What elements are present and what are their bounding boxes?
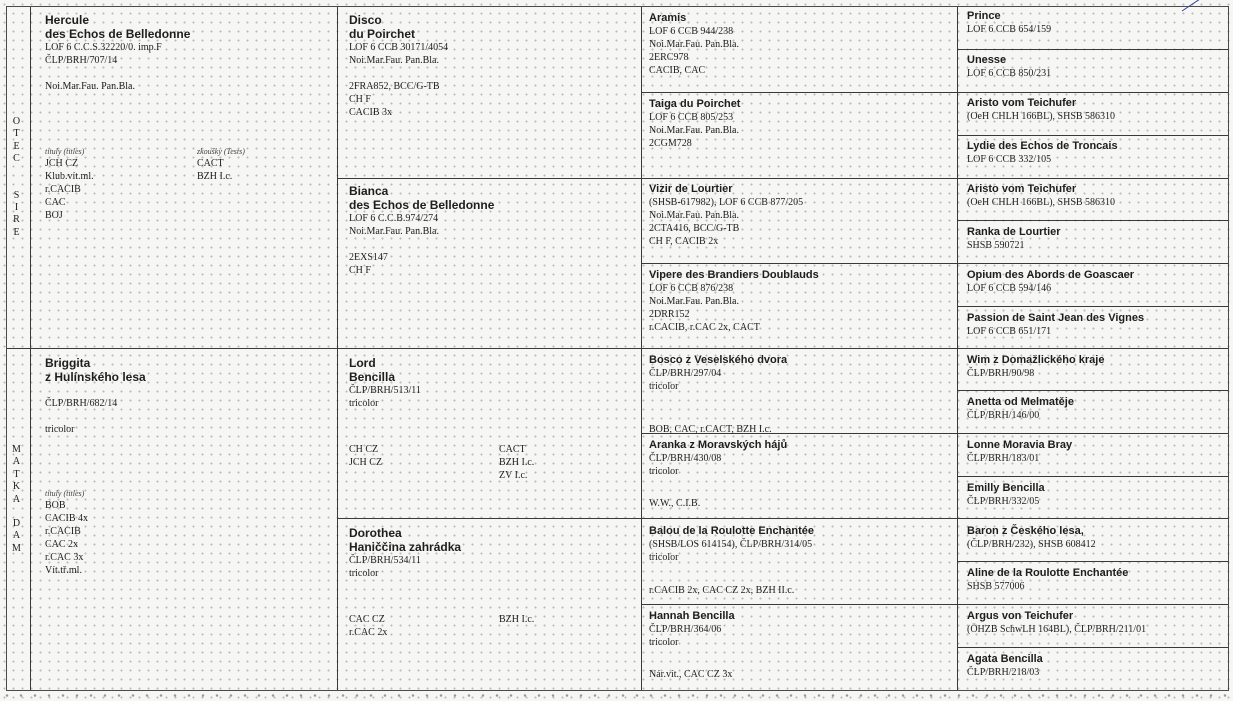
gen4-cell xyxy=(967,10,1051,36)
title-item: JCH CZ xyxy=(45,158,79,169)
sire-tests xyxy=(197,146,245,183)
ancestor-line: (SHSB-617982), LOF 6 CCB 877/205 xyxy=(649,197,804,208)
ancestor-line: LOF 6 CCB 651/171 xyxy=(967,326,1052,337)
gen3-cell xyxy=(649,354,787,436)
dam-side-label: M A T K A D A M xyxy=(12,444,22,554)
title-item: Klub.vít.ml. xyxy=(45,171,94,182)
title-item: r.CAC 3x xyxy=(45,552,84,563)
ancestor-name: Emilly Bencilla xyxy=(967,482,1045,494)
ancestor-line: ČLP/BRH/297/04 xyxy=(649,368,722,379)
ancestor-line: 2FRA852, BCC/G-TB xyxy=(349,81,440,92)
sire-name: Hercule xyxy=(45,13,90,27)
ancestor-line: LOF 6 CCB 654/159 xyxy=(967,24,1052,35)
gen4-cell xyxy=(967,525,1096,551)
ancestor-name: Lord xyxy=(349,356,376,370)
ancestor-line: tricolor xyxy=(349,398,379,409)
tests-heading: zkoušky (Tests) xyxy=(197,147,245,156)
ancestor-line: 2CGM728 xyxy=(649,138,692,149)
ancestor-name: du Poirchet xyxy=(349,27,416,41)
gen4-cell xyxy=(967,567,1128,593)
gen2-cell xyxy=(349,184,494,277)
gen3-cell xyxy=(649,98,740,150)
ancestor-line: ČLP/BRH/364/06 xyxy=(649,624,722,635)
dam-line xyxy=(45,384,146,397)
ancestor-name: Lydie des Echos de Troncais xyxy=(967,140,1118,152)
ancestor-name: Dorothea xyxy=(349,526,402,540)
title-item: r.CACIB xyxy=(45,184,81,195)
ancestor-name: Haniččina zahrádka xyxy=(349,540,462,554)
titles-heading: tituly (titles) xyxy=(45,489,85,498)
ancestor-line: JCH CZ xyxy=(349,457,383,468)
gen3-cell xyxy=(649,269,819,334)
sire-line: Noi.Mar.Fau. Pan.Bla. xyxy=(45,81,135,92)
ancestor-line: ČLP/BRH/430/08 xyxy=(649,453,722,464)
divider xyxy=(7,348,1228,349)
ancestor-name: Agata Bencilla xyxy=(967,653,1043,665)
ancestor-line: LOF 6 C.C.B.974/274 xyxy=(349,213,439,224)
gen4-cell xyxy=(967,439,1072,465)
ancestor-line: 2ERC978 xyxy=(649,52,689,63)
divider xyxy=(957,306,1228,307)
sire-line: ČLP/BRH/707/14 xyxy=(45,55,118,66)
ancestor-line: BZH I.c. xyxy=(499,457,535,468)
ancestor-line xyxy=(349,410,421,423)
gen4-cell xyxy=(967,482,1045,508)
ancestor-line: BOB, CAC, r.CACT, BZH I.c. xyxy=(649,424,772,435)
divider xyxy=(957,220,1228,221)
ancestor-name: Bosco z Veselského dvora xyxy=(649,354,788,366)
ancestor-line: BZH I.c. xyxy=(499,614,535,625)
ancestor-line: CH F xyxy=(349,265,371,276)
ancestor-line: ČLP/BRH/90/98 xyxy=(967,368,1035,379)
gen4-cell xyxy=(967,140,1118,166)
ancestor-line xyxy=(349,580,461,593)
ancestor-line: (OeH CHLH 166BL), SHSB 586310 xyxy=(967,197,1116,208)
title-item: Vít.tř.ml. xyxy=(45,565,82,576)
ancestor-line: CAC CZ xyxy=(349,614,385,625)
gen3-cell xyxy=(649,610,735,681)
ancestor-line: ČLP/BRH/183/01 xyxy=(967,453,1040,464)
ancestor-line: W.W., C.I.B. xyxy=(649,498,701,509)
title-item: BOJ xyxy=(45,210,63,221)
ancestor-line: r.CACIB 2x, CAC CZ 2x, BZH II.c. xyxy=(649,585,795,596)
dam-line: tricolor xyxy=(45,424,75,435)
gen4-cell xyxy=(967,610,1146,636)
gen2-cell xyxy=(349,13,448,119)
gen4-cell xyxy=(967,312,1144,338)
ancestor-line: r.CAC 2x xyxy=(349,627,388,638)
ancestor-line: Noi.Mar.Fau. Pan.Bla. xyxy=(649,210,739,221)
ancestor-line: Noi.Mar.Fau. Pan.Bla. xyxy=(649,39,739,50)
gen2-right-col xyxy=(499,613,534,626)
ancestor-name: Aranka z Moravských hájů xyxy=(649,439,788,451)
ancestor-name: Unesse xyxy=(967,54,1007,66)
ancestor-line: CACIB, CAC xyxy=(649,65,706,76)
ancestor-line: CACT xyxy=(499,444,526,455)
ancestor-line: ČLP/BRH/534/11 xyxy=(349,555,421,566)
divider xyxy=(641,92,1228,93)
ancestor-line xyxy=(349,593,461,613)
ancestor-line: CACIB 3x xyxy=(349,107,393,118)
dam-line: ČLP/BRH/682/14 xyxy=(45,398,118,409)
ancestor-line xyxy=(649,393,787,423)
title-item: CACIB 4x xyxy=(45,513,89,524)
ancestor-line: LOF 6 CCB 850/231 xyxy=(967,68,1052,79)
gen2-cell xyxy=(349,356,421,469)
ancestor-name: Aristo vom Teichufer xyxy=(967,183,1077,195)
ancestor-name: Bianca xyxy=(349,184,389,198)
gen4-cell xyxy=(967,226,1061,252)
ancestor-line: (SHSB/LOS 614154), ČLP/BRH/314/05 xyxy=(649,539,813,550)
titles-heading: tituly (titles) xyxy=(45,147,85,156)
ancestor-line xyxy=(349,238,494,251)
gen4-cell xyxy=(967,97,1115,123)
gen4-cell xyxy=(967,54,1051,80)
ancestor-line: CH CZ xyxy=(349,444,379,455)
ancestor-line: 2CTA416, BCC/G-TB xyxy=(649,223,740,234)
gen3-cell xyxy=(649,525,814,597)
ancestor-line: LOF 6 CCB 30171/4054 xyxy=(349,42,449,53)
sire-name: des Echos de Belledonne xyxy=(45,27,191,41)
ancestor-line: r.CACIB, r.CAC 2x, CACT xyxy=(649,322,760,333)
ancestor-line: ZV I.c. xyxy=(499,470,528,481)
divider xyxy=(957,390,1228,391)
ancestor-line: (ÖHZB SchwLH 164BL), ČLP/BRH/211/01 xyxy=(967,624,1147,635)
divider xyxy=(337,518,1228,519)
ancestor-line: tricolor xyxy=(649,552,679,563)
ancestor-name: des Echos de Belledonne xyxy=(349,198,495,212)
divider xyxy=(957,561,1228,562)
ancestor-name: Lonne Moravia Bray xyxy=(967,439,1073,451)
ancestor-line: 2DRR152 xyxy=(649,309,690,320)
ancestor-line: LOF 6 CCB 944/238 xyxy=(649,26,734,37)
ancestor-name: Aline de la Roulotte Enchantée xyxy=(967,567,1129,579)
ancestor-line: tricolor xyxy=(349,568,379,579)
ancestor-name: Opium des Abords de Goascaer xyxy=(967,269,1135,281)
ancestor-name: Baron z Českého lesa, xyxy=(967,525,1084,537)
ancestor-name: Passion de Saint Jean des Vignes xyxy=(967,312,1145,324)
ancestor-line: LOF 6 CCB 805/253 xyxy=(649,112,734,123)
gen2-right-col xyxy=(499,443,534,482)
ancestor-name: Anetta od Melmatěje xyxy=(967,396,1074,408)
ancestor-name: Balou de la Roulotte Enchantée xyxy=(649,525,815,537)
dam-cell xyxy=(45,356,146,436)
ancestor-line: CH F xyxy=(349,94,371,105)
gen3-cell xyxy=(649,439,787,510)
ancestor-line: tricolor xyxy=(649,381,679,392)
dam-titles xyxy=(45,488,88,577)
ancestor-line: (ČLP/BRH/232), SHSB 608412 xyxy=(967,539,1096,550)
test-item: CACT xyxy=(197,158,224,169)
sire-line xyxy=(45,67,190,80)
test-item: BZH I.c. xyxy=(197,171,233,182)
ancestor-line xyxy=(349,423,421,443)
divider xyxy=(957,647,1228,648)
title-item: CAC 2x xyxy=(45,539,79,550)
ancestor-name: Vipere des Brandiers Doublauds xyxy=(649,269,819,281)
ancestor-line: Noi.Mar.Fau. Pan.Bla. xyxy=(349,55,439,66)
ancestor-line xyxy=(649,649,735,668)
dam-name: z Hulínského lesa xyxy=(45,370,146,384)
gen2-cell xyxy=(349,526,461,639)
divider xyxy=(957,135,1228,136)
ancestor-line: (OeH CHLH 166BL), SHSB 586310 xyxy=(967,111,1116,122)
ancestor-line: Nár.vít., CAC CZ 3x xyxy=(649,669,733,680)
divider xyxy=(337,178,1228,179)
divider xyxy=(957,476,1228,477)
ancestor-name: Ranka de Lourtier xyxy=(967,226,1061,238)
ancestor-line xyxy=(649,478,787,497)
gen4-cell xyxy=(967,396,1074,422)
ancestor-line: ČLP/BRH/332/05 xyxy=(967,496,1040,507)
ancestor-name: Bencilla xyxy=(349,370,396,384)
ancestor-name: Wim z Domažlického kraje xyxy=(967,354,1105,366)
gen4-cell xyxy=(967,183,1115,209)
ancestor-name: Aramis xyxy=(649,12,687,24)
title-item: CAC xyxy=(45,197,66,208)
ancestor-name: Vizir de Lourtier xyxy=(649,183,733,195)
sire-titles xyxy=(45,146,94,222)
ancestor-line: ČLP/BRH/513/11 xyxy=(349,385,421,396)
dam-name: Briggita xyxy=(45,356,91,370)
ancestor-name: Prince xyxy=(967,10,1001,22)
ancestor-line: 2EXS147 xyxy=(349,252,388,263)
ancestor-name: Disco xyxy=(349,13,382,27)
ancestor-line: LOF 6 CCB 594/146 xyxy=(967,283,1052,294)
ancestor-line: ČLP/BRH/218/03 xyxy=(967,667,1040,678)
ancestor-line: LOF 6 CCB 332/105 xyxy=(967,154,1052,165)
ancestor-line: Noi.Mar.Fau. Pan.Bla. xyxy=(349,226,439,237)
ancestor-line: Noi.Mar.Fau. Pan.Bla. xyxy=(649,125,739,136)
gen4-cell xyxy=(967,354,1104,380)
page-edge xyxy=(0,690,1233,701)
ancestor-line: LOF 6 CCB 876/238 xyxy=(649,283,734,294)
ancestor-line xyxy=(649,564,814,584)
gen4-cell xyxy=(967,269,1134,295)
ancestor-line xyxy=(349,67,448,80)
divider xyxy=(641,604,1228,605)
gen4-cell xyxy=(967,653,1043,679)
ancestor-line: CH F, CACIB 2x xyxy=(649,236,719,247)
ancestor-line: tricolor xyxy=(649,466,679,477)
ancestor-line: Noi.Mar.Fau. Pan.Bla. xyxy=(649,296,739,307)
sire-side-label: O T E C S I R E xyxy=(12,116,22,238)
ancestor-name: Argus von Teichufer xyxy=(967,610,1074,622)
ancestor-line: tricolor xyxy=(649,637,679,648)
title-item: r.CACIB xyxy=(45,526,81,537)
dam-line xyxy=(45,410,146,423)
ancestor-name: Aristo vom Teichufer xyxy=(967,97,1077,109)
title-item: BOB xyxy=(45,500,66,511)
gen3-cell xyxy=(649,12,739,77)
ancestor-line: SHSB 590721 xyxy=(967,240,1025,251)
pen-mark xyxy=(1178,0,1218,12)
divider xyxy=(957,49,1228,50)
ancestor-line: ČLP/BRH/146/00 xyxy=(967,410,1040,421)
sire-line: LOF 6 C.C.S.32220/0. imp.F xyxy=(45,42,162,53)
ancestor-line: SHSB 577006 xyxy=(967,581,1025,592)
ancestor-name: Hannah Bencilla xyxy=(649,610,735,622)
sire-cell xyxy=(45,13,190,93)
divider xyxy=(641,263,1228,264)
ancestor-name: Taiga du Poirchet xyxy=(649,98,741,110)
gen3-cell xyxy=(649,183,803,248)
